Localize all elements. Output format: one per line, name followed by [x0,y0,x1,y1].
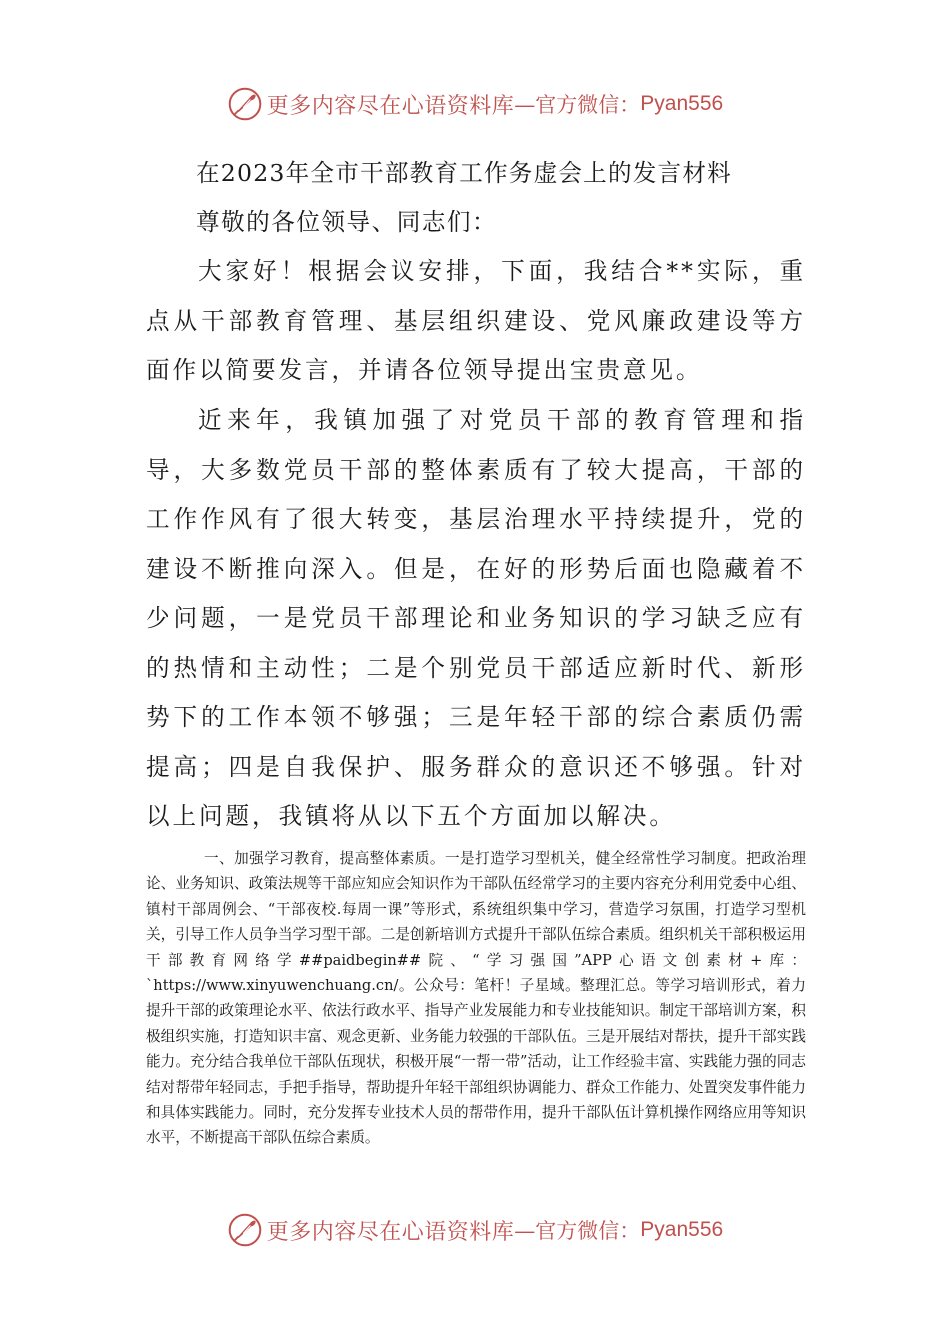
banner-contact-label: —官方微信： [514,93,641,117]
banner-wechat-id: Pyan556 [640,1218,724,1241]
header-banner [0,84,950,124]
section-one-text: 一、加强学习教育，提高整体素质。一是打造学习型机关，健全经常性学习制度。把政治理论、业务知识、政策法规等干部应知应会知识作为干部队伍经常学习的主要内容充分利用党委中心组、镇村干部周例会、“干部夜校.每周一课”等形式，系统组织集中学习，营造学习氛围，打造学习型机关，引导工作人员争当学习型干部。二是创新培训方式提升干部队伍综合素质。组织机关干部积极运用干部教育网络学##paidbegin##院、“学习强国”APP心语文创素材+库：`https://www.xinyuwenchuang.cn/。公众号：笔杆！子星域。整理汇总。等学习培训形式，着力提升干部的政策理论水平、依法行政水平、指导产业发展能力和专业技能知识。制定干部培训方案，积极组织实施，打造知识丰富、观念更新、业务能力较强的干部队伍。三是开展结对帮扶，提升干部实践能力。充分结合我单位干部队伍现状，积极开展“一帮一带”活动，让工作经验丰富、实践能力强的同志结对帮带年轻同志，手把手指导，帮助提升年轻干部组织协调能力、群众工作能力、处置突发事件能力和具体实践能力。同时，充分发挥专业技术人员的帮带作用，提升干部队伍计算机操作网络应用等知识水平，不断提高干部队伍综合素质。 [146,850,806,1147]
document-title: 在2023年全市干部教育工作务虚会上的发言材料 [196,159,732,187]
quill-logo-icon [227,86,263,122]
paragraph-opening: 大家好！根据会议安排，下面，我结合**实际，重点从干部教育管理、基层组织建设、党风廉政建设等方面作以简要发言，并请各位领导提出宝贵意见。 [146,257,806,384]
footer-banner [0,1210,950,1250]
salutation: 尊敬的各位领导、同志们： [196,208,498,236]
banner-text: 更多内容尽在心语资料库 [266,93,515,119]
paragraph-problems: 近来年，我镇加强了对党员干部的教育管理和指导，大多数党员干部的整体素质有了较大提高，干部的工作作风有了很大转变，基层治理水平持续提升，党的建设不断推向深入。但是，在好的形势后面也隐藏着不少问题，一是党员干部理论和业务知识的学习缺乏应有的热情和主动性；二是个别党员干部适应新时代、新形势下的工作本领不够强；三是年轻干部的综合素质仍需提高；四是自我保护、服务群众的意识还不够强。针对以上问题，我镇将从以下五个方面加以解决。 [146,406,806,830]
banner-wechat-id: Pyan556 [640,92,724,115]
banner-contact-label: —官方微信： [514,1219,641,1243]
quill-logo-icon [227,1212,263,1248]
banner-text: 更多内容尽在心语资料库 [266,1219,515,1245]
